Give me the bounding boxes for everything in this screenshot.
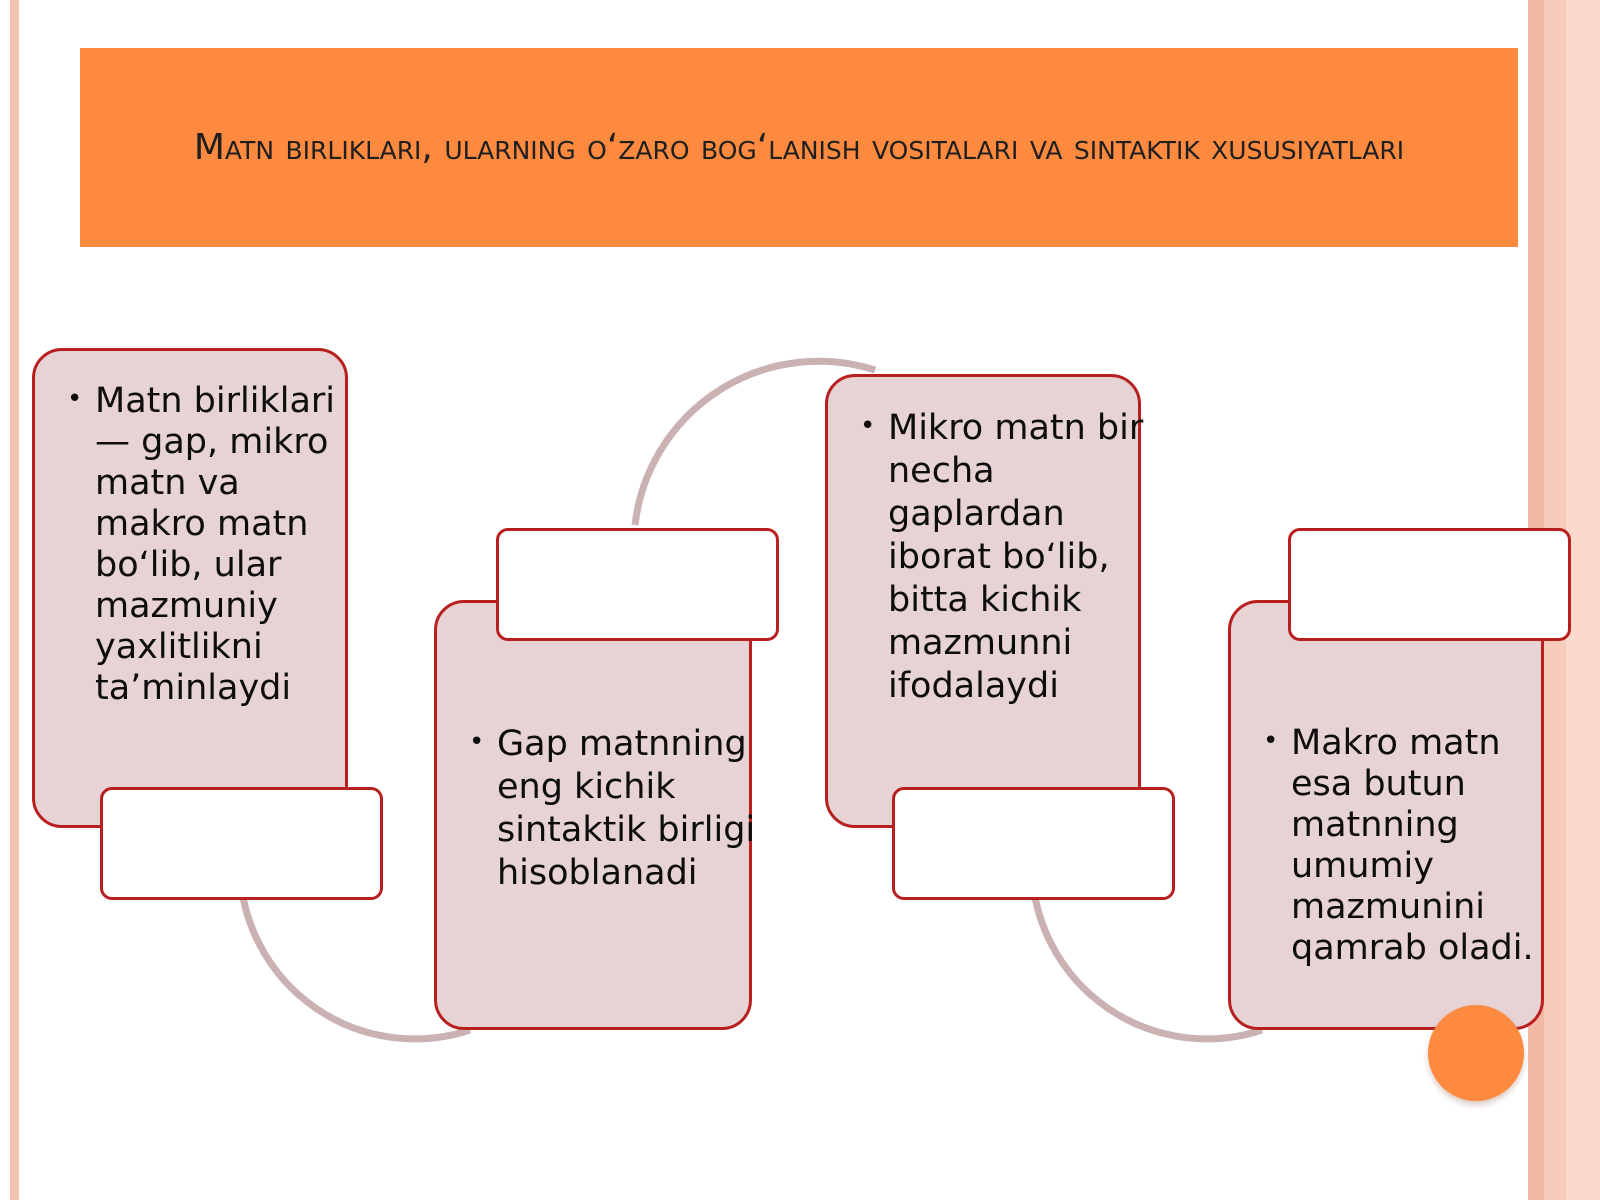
slide-title: Matn birliklari, ularning o‘zaro bog‘lanish vositalari va sintaktik xususiyatlari: [193, 126, 1405, 168]
empty-label-box: [1288, 528, 1571, 641]
macro-text-card: [1228, 600, 1544, 1030]
text-unit-card: [32, 348, 348, 828]
empty-label-box: [100, 787, 383, 900]
micro-text-card: [825, 374, 1144, 828]
card-bullet-text: • Mikro matn bir necha gaplardan iborat bo‘lib, bitta kichik mazmunni ifodalaydi: [888, 407, 1158, 708]
empty-label-box: [892, 787, 1175, 900]
sentence-card: [434, 600, 756, 1030]
empty-label-box: [496, 528, 779, 641]
card-bullet-text: • Matn birliklari — gap, mikro matn va makro matn bo‘lib, ular mazmuniy yaxlitlikni ta’minlaydi: [95, 381, 355, 709]
decorative-circle: [1428, 1005, 1524, 1101]
card-bullet-text: • Gap matnning eng kichik sintaktik birligi hisoblanadi: [497, 723, 767, 895]
card-bullet-text: • Makro matn esa butun matnning umumiy mazmunini qamrab oladi.: [1291, 723, 1561, 969]
